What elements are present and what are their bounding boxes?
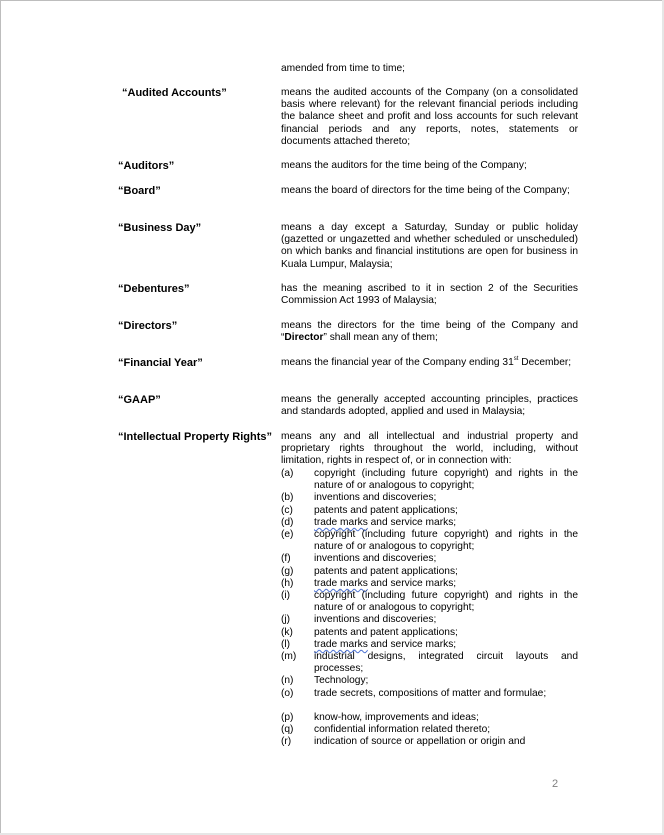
list-item-text-rest: and service marks; [367,577,457,589]
list-item-text: industrial designs, integrated circuit layouts and processes; [314,651,578,675]
definition-intellectual-property-rights: means any and all intellectual and industrial property and proprietary rights throughout the world, including, without limitation, rights in respect of, or in connection with: [281,431,578,467]
term-business-day: “Business Day” [118,222,202,234]
term-audited-accounts: “Audited Accounts” [122,87,227,99]
list-item-label: (n) [281,675,294,687]
page-number: 2 [552,778,559,790]
term-debentures: “Debentures” [118,283,190,295]
directors-bold-term: Director [284,332,324,344]
directors-text-after: ” shall mean any of them; [323,332,438,344]
list-item-label: (l) [281,638,291,650]
list-item-label: (a) [281,468,294,479]
definition-business-day: means a day except a Saturday, Sunday or public holiday (gazetted or ungazetted and whether scheduled or unscheduled) on which banks and financial institutions are open for business in Kuala Lumpur, Malaysia; [281,222,578,270]
term-auditors: “Auditors” [118,160,175,172]
list-item-text-rest: and service marks; [367,516,457,528]
list-item-label: (o) [281,687,294,699]
term-financial-year: “Financial Year” [118,357,203,369]
financial-year-sup: st [513,356,519,362]
list-item-label: (c) [281,504,293,516]
list-item-label: (r) [281,736,292,748]
list-item-text: Technology; [314,675,369,687]
term-board: “Board” [118,185,161,197]
list-item-label: (g) [281,565,294,577]
spellcheck-underlined-text: trade marks [314,516,368,528]
list-item-text: copyright (including future copyright) and rights in the nature of or analogous to copyright; [314,529,578,553]
spellcheck-underlined-text: trade marks [314,638,368,650]
list-item-text: patents and patent applications; [314,565,458,577]
list-item-label: (b) [281,492,294,504]
definition-financial-year [281,357,578,369]
list-item-label: (k) [281,626,293,638]
list-item-label: (i) [281,590,291,601]
list-item-text-rest: and service marks; [367,638,457,650]
spellcheck-underlined-text: trade marks [314,577,368,589]
list-item-text: patents and patent applications; [314,626,458,638]
list-item-label: (d) [281,516,294,528]
list-item-text: patents and patent applications; [314,504,458,516]
list-item-label: (f) [281,553,291,565]
directors-text-before: means the directors for the time being of the Company and “ [281,320,578,344]
list-item-text: inventions and discoveries; [314,553,437,565]
list-item-text: inventions and discoveries; [314,492,437,504]
definition-board: means the board of directors for the time being of the Company; [281,185,570,196]
definition-auditors: means the auditors for the time being of the Company; [281,160,527,171]
definition-directors [281,320,578,344]
list-item-text: copyright (including future copyright) and rights in the nature of or analogous to copyright; [314,590,578,614]
list-item-text: confidential information related thereto; [314,724,491,736]
list-item-label: (e) [281,529,294,540]
list-item-text [314,578,578,590]
list-item-text: know-how, improvements and ideas; [314,712,479,723]
term-intellectual-property-rights: “Intellectual Property Rights” [118,431,273,443]
term-directors: “Directors” [118,320,178,332]
continuation-text: amended from time to time; [281,63,405,74]
list-item-label: (q) [281,724,294,736]
list-item-text: copyright (including future copyright) and rights in the nature of or analogous to copyright; [314,468,578,492]
list-item-label: (j) [281,614,291,626]
list-item-text [314,639,578,651]
financial-year-text-after: December; [518,357,572,368]
definition-debentures: has the meaning ascribed to it in section 2 of the Securities Commission Act 1993 of Malaysia; [281,283,578,307]
list-item-label: (h) [281,577,294,589]
definition-audited-accounts: means the audited accounts of the Company (on a consolidated basis where relevant) for the relevant financial periods including the balance sheet and profit and loss accounts for such relevant financial periods and any reports, notes, statements or documents attached thereto; [281,87,578,147]
list-item-text: inventions and discoveries; [314,614,437,626]
list-item-label: (p) [281,712,294,723]
list-item-label: (m) [281,651,297,662]
term-gaap: “GAAP” [118,394,161,406]
list-item-text [314,517,578,529]
list-item-text: trade secrets, compositions of matter and formulae; [314,687,547,699]
financial-year-text-before: means the financial year of the Company ending 31 [281,357,514,368]
list-item-text: indication of source or appellation or origin and [314,736,526,748]
definition-gaap: means the generally accepted accounting principles, practices and standards adopted, applied and used in Malaysia; [281,394,578,418]
